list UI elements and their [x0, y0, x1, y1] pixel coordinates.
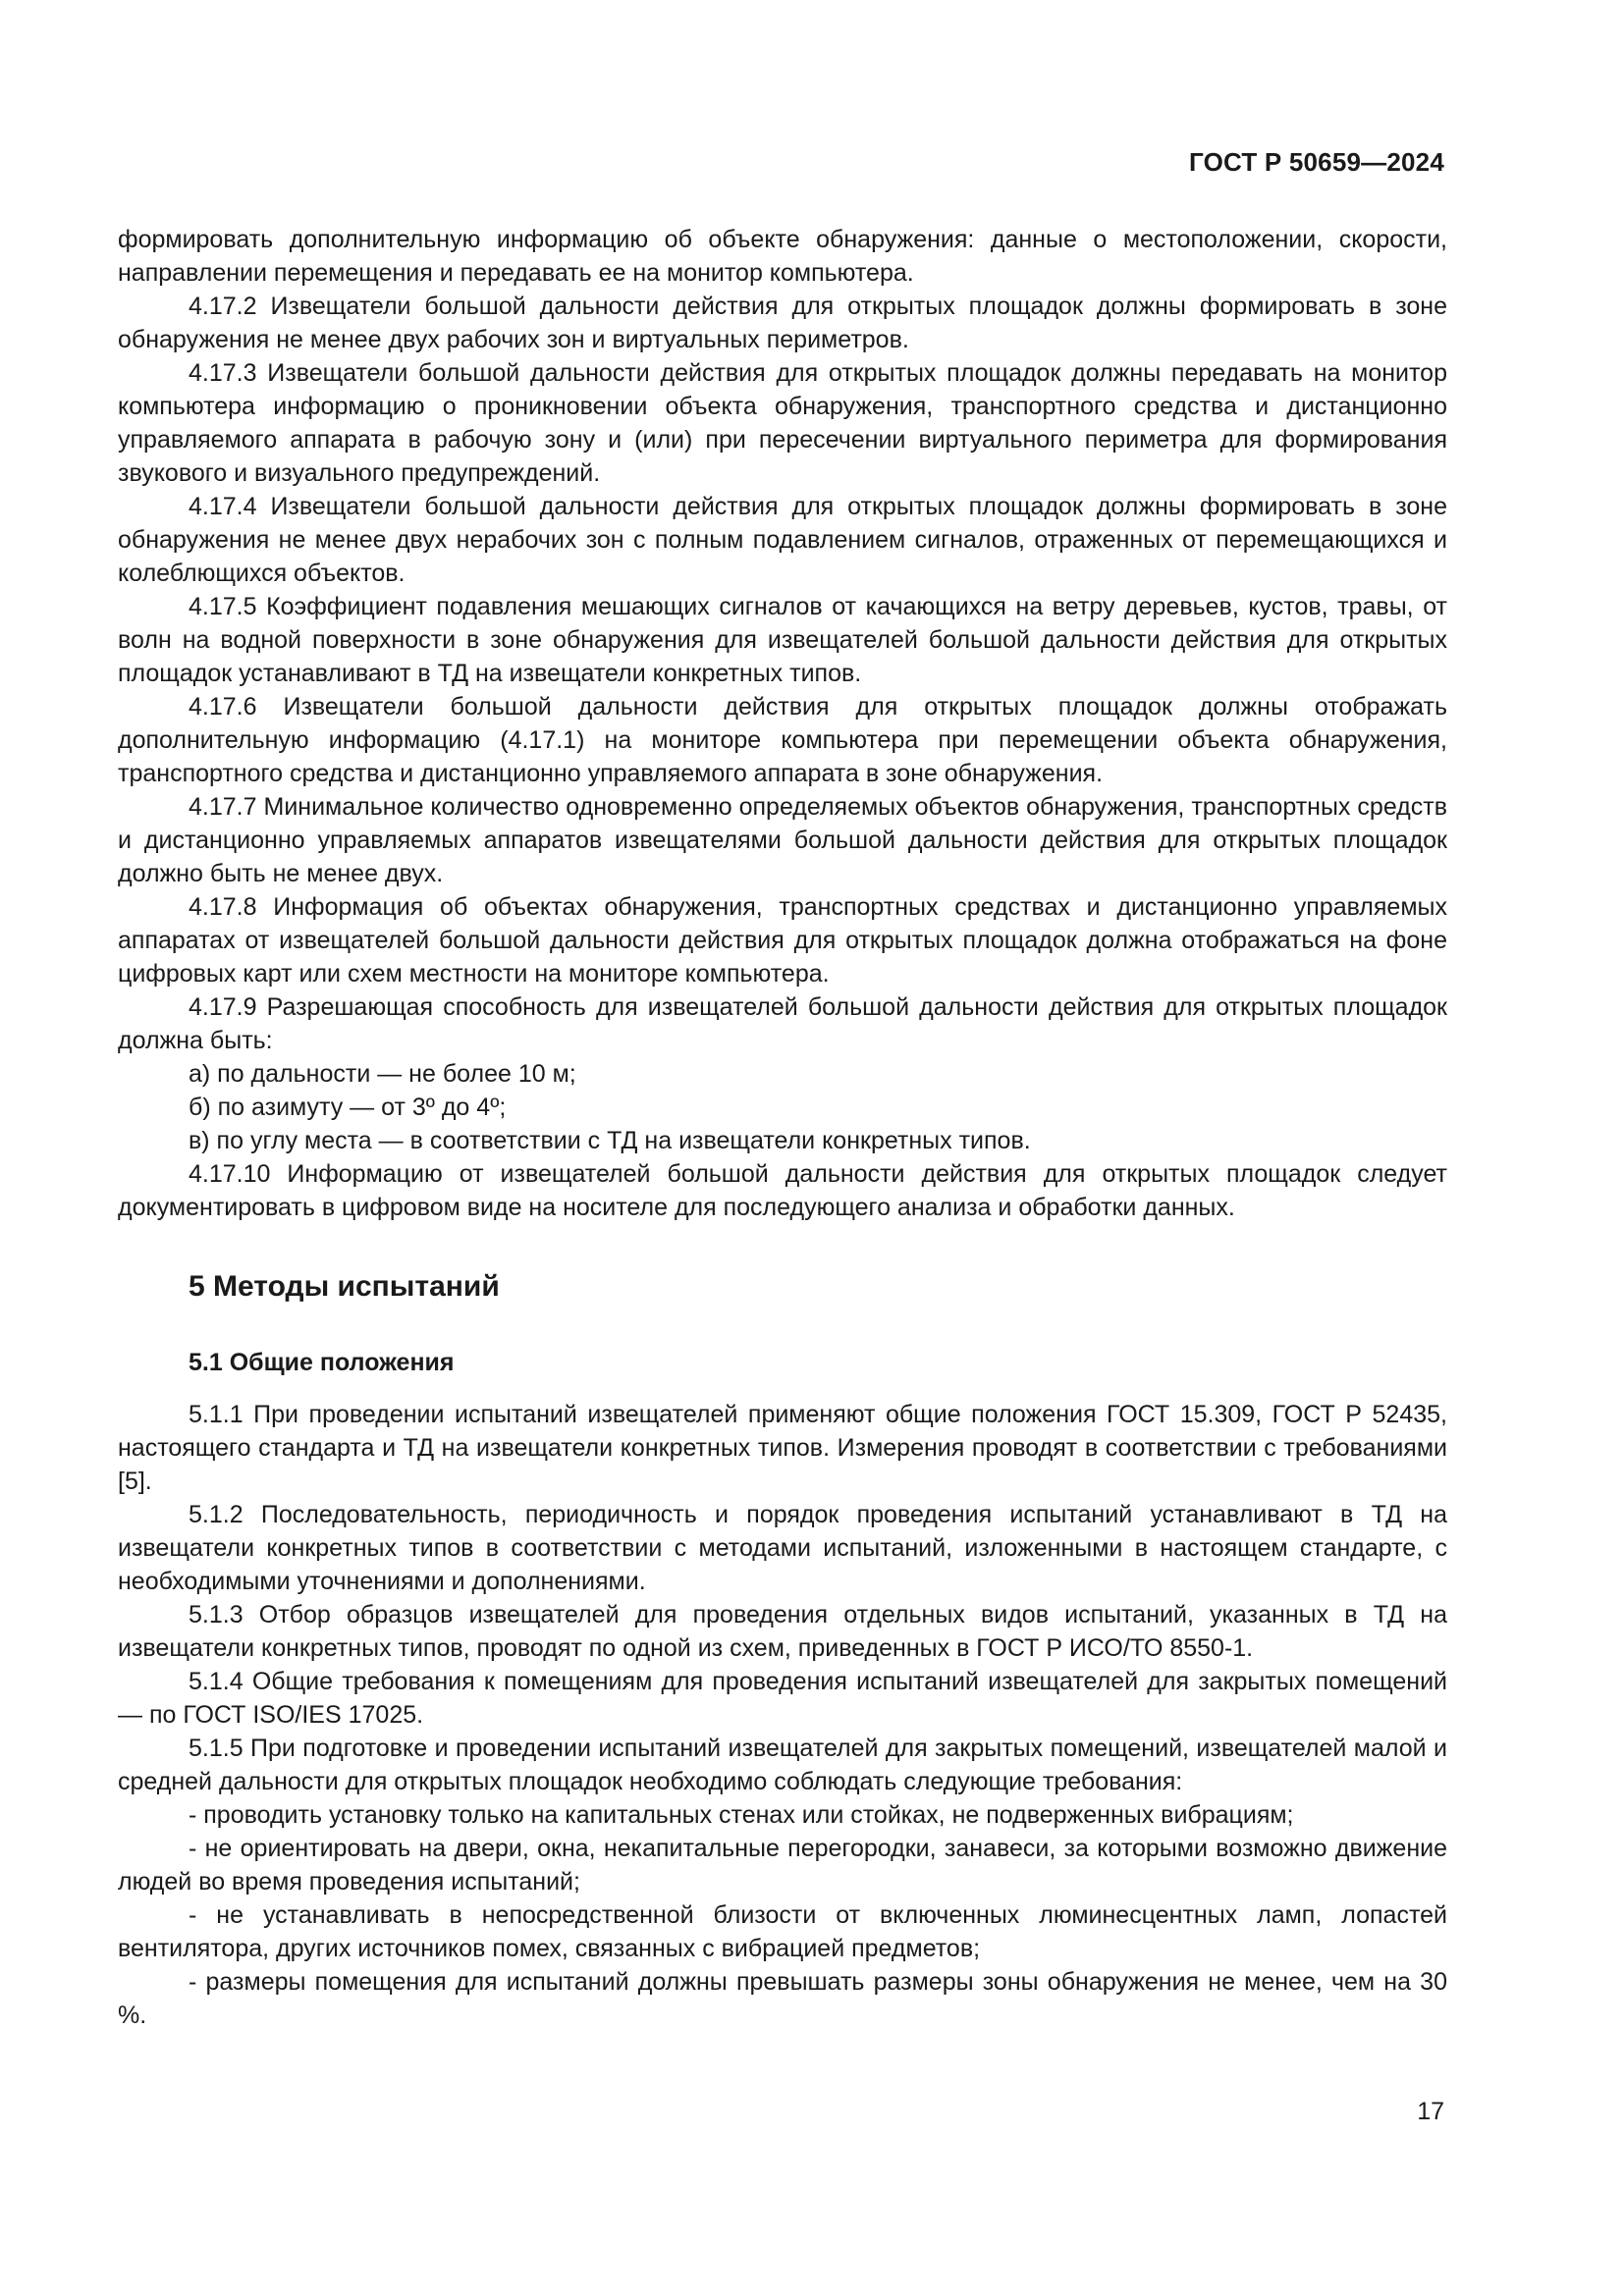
subsection-heading: 5.1 Общие положения — [189, 1349, 455, 1376]
list-item: - размеры помещения для испытаний должны превышать размеры зоны обнаружения не менее, чем на 30 %. — [118, 1968, 1447, 2029]
paragraph: 5.1.3 Отбор образцов извещателей для проведения отдельных видов испытаний, указанных в ТД на извещатели конкретных типов, проводят по одной из схем, приведенных в ГОСТ Р ИСО/ТО 8550-1. — [118, 1601, 1447, 1662]
paragraph: 4.17.8 Информация об объектах обнаружения, транспортных средствах и дистанционно управляемых аппаратах от извещателей большой дальности действия для открытых площадок должна отображаться на фоне цифровых карт или схем местности на мониторе компьютера. — [118, 893, 1447, 988]
paragraph: 4.17.7 Минимальное количество одновременно определяемых объектов обнаружения, транспортных средств и дистанционно управляемых аппаратов извещателями большой дальности действия для открытых площадок должно быть не менее двух. — [118, 793, 1447, 887]
paragraph: 5.1.4 Общие требования к помещениям для проведения испытаний извещателей для закрытых помещений — по ГОСТ ISO/IES 17025. — [118, 1668, 1447, 1729]
paragraph: 4.17.6 Извещатели большой дальности действия для открытых площадок должны отображать дополнительную информацию (4.17.1) на мониторе компьютера при перемещении объекта обнаружения, транспортного средства и дистанционно управляемого аппарата в зоне обнаружения. — [118, 693, 1447, 787]
list-item: - не устанавливать в непосредственной близости от включенных люминесцентных ламп, лопастей вентилятора, других источников помех, связанных с вибрацией предметов; — [118, 1901, 1447, 1962]
paragraph: 4.17.5 Коэффициент подавления мешающих сигналов от качающихся на ветру деревьев, кустов, травы, от волн на водной поверхности в зоне обнаружения для извещателей большой дальности действия для открытых площадок устанавливают в ТД на извещатели конкретных типов. — [118, 593, 1447, 687]
list-item: а) по дальности — не более 10 м; — [189, 1060, 576, 1088]
list-item: в) по углу места — в соответствии с ТД на извещатели конкретных типов. — [189, 1127, 1031, 1154]
section-heading: 5 Методы испытаний — [189, 1270, 500, 1303]
page-number: 17 — [1417, 2098, 1444, 2125]
paragraph: 5.1.5 При подготовке и проведении испытаний извещателей для закрытых помещений, извещателей малой и средней дальности для открытых площадок необходимо соблюдать следующие требования: — [118, 1735, 1447, 1795]
document-id-header: ГОСТ Р 50659—2024 — [1189, 147, 1444, 177]
paragraph: 4.17.9 Разрешающая способность для извещателей большой дальности действия для открытых площадок должна быть: — [118, 993, 1447, 1054]
document-body — [118, 223, 1447, 2032]
list-item: - проводить установку только на капитальных стенах или стойках, не подверженных вибрациям; — [189, 1801, 1294, 1829]
paragraph: 4.17.2 Извещатели большой дальности действия для открытых площадок должны формировать в зоне обнаружения не менее двух рабочих зон и виртуальных периметров. — [118, 293, 1447, 353]
list-item: - не ориентировать на двери, окна, некапитальные перегородки, занавеси, за которыми возможно движение людей во время проведения испытаний; — [118, 1835, 1447, 1896]
paragraph: 5.1.1 При проведении испытаний извещателей применяют общие положения ГОСТ 15.309, ГОСТ Р 52435, настоящего стандарта и ТД на извещатели конкретных типов. Измерения проводят в соответствии с требованиями [5]. — [118, 1401, 1447, 1495]
paragraph: 4.17.3 Извещатели большой дальности действия для открытых площадок должны передавать на монитор компьютера информацию о проникновении объекта обнаружения, транспортного средства и дистанционно управляемого аппарата в рабочую зону и (или) при пересечении виртуального периметра для формирования звукового и визуального предупреждений. — [118, 359, 1447, 487]
paragraph: 4.17.4 Извещатели большой дальности действия для открытых площадок должны формировать в зоне обнаружения не менее двух нерабочих зон с полным подавлением сигналов, отраженных от перемещающихся и колеблющихся объектов. — [118, 493, 1447, 587]
list-item: б) по азимуту — от 3º до 4º; — [189, 1094, 507, 1121]
paragraph: формировать дополнительную информацию об объекте обнаружения: данные о местоположении, скорости, направлении перемещения и передавать ее на монитор компьютера. — [118, 226, 1447, 287]
paragraph: 5.1.2 Последовательность, периодичность и порядок проведения испытаний устанавливают в ТД на извещатели конкретных типов в соответствии с методами испытаний, изложенными в настоящем стандарте, с необходимыми уточнениями и дополнениями. — [118, 1501, 1447, 1595]
paragraph: 4.17.10 Информацию от извещателей большой дальности действия для открытых площадок следует документировать в цифровом виде на носителе для последующего анализа и обработки данных. — [118, 1160, 1447, 1221]
